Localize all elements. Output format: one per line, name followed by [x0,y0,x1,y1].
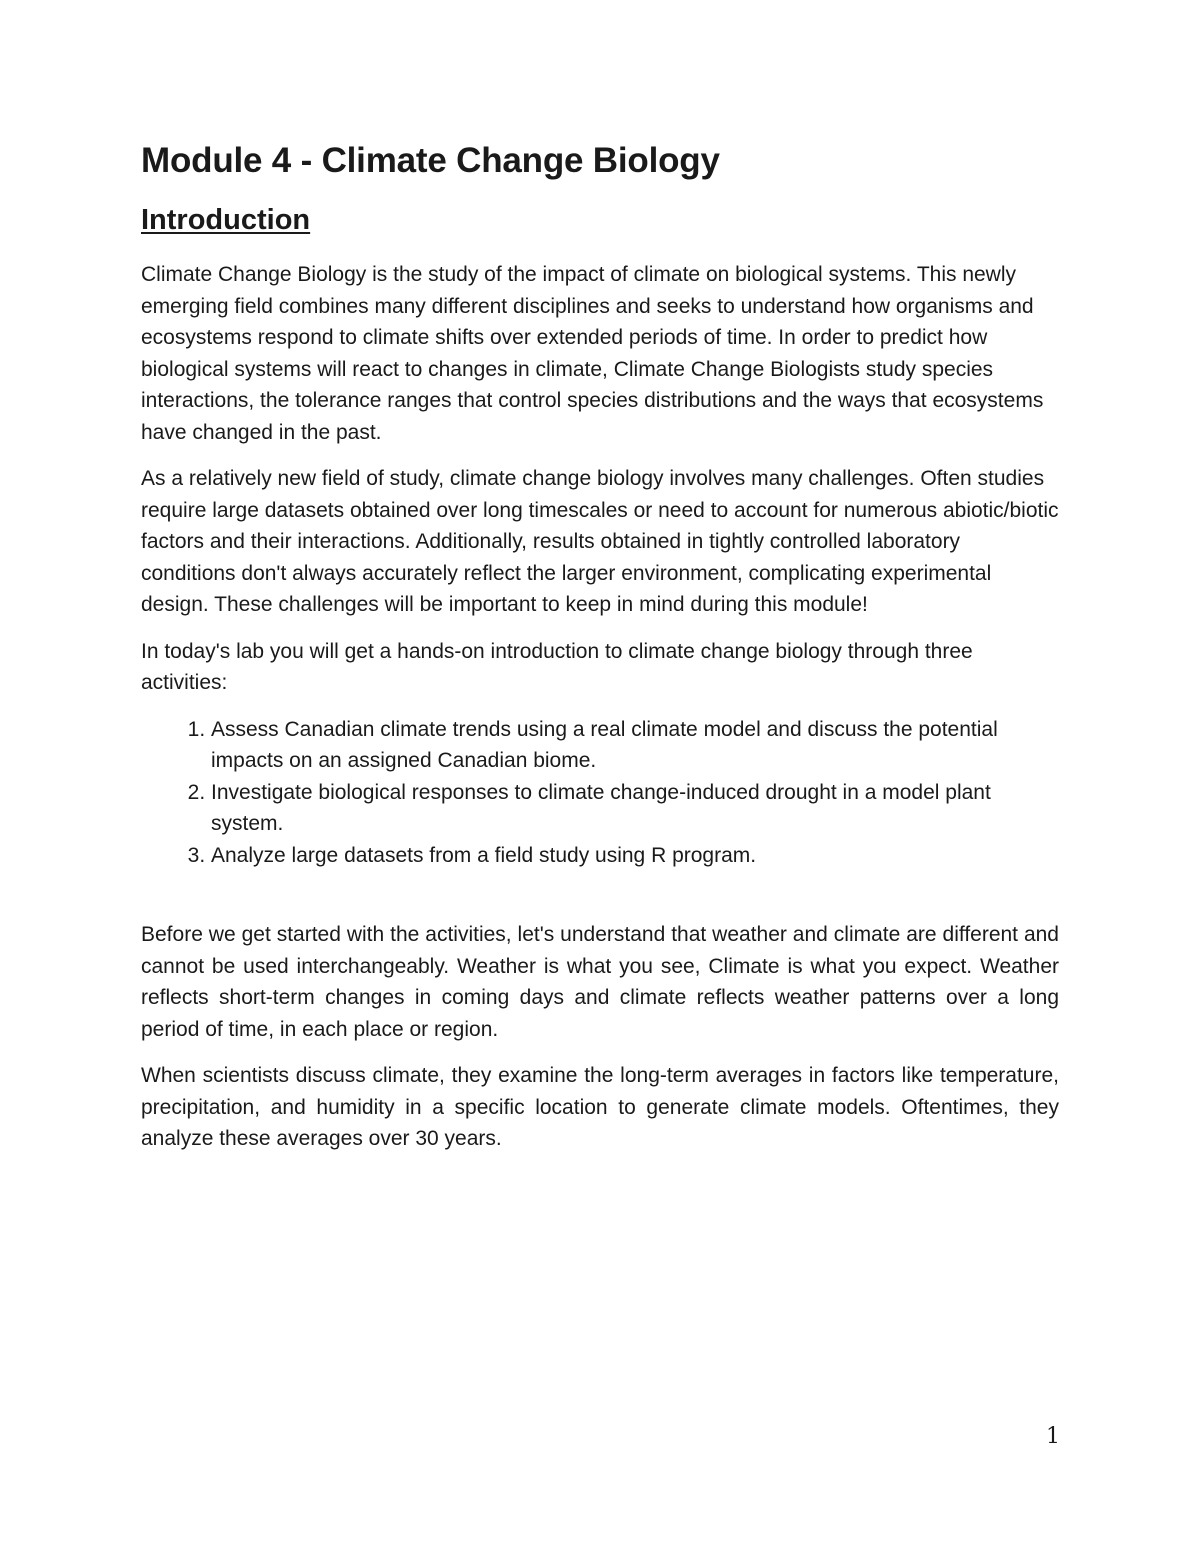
section-heading-introduction: Introduction [141,204,311,236]
intro-paragraph-1: Climate Change Biology is the study of the impact of climate on biological systems. This newly emerging field combines many different disciplines and seeks to understand how organisms and ecosystems respond to climate shifts over extended periods of time. In order to predict how biological systems will react to changes in climate, Climate Change Biologists study species interactions, the tolerance ranges that control species distributions and the ways that ecosystems have changed in the past. [141,263,1044,444]
intro-paragraph-3: In today's lab you will get a hands-on introduction to climate change biology through three activities: [141,639,973,694]
climate-averages-paragraph: When scientists discuss climate, they examine the long-term averages in factors like temperature, precipitation, and humidity in a specific location to generate climate models. Oftentimes, they analyze these averages over 30 years. [141,1064,1059,1150]
activity-item-3: 3. Analyze large datasets from a field study using R program. [211,840,1059,872]
activity-item-1: 1. Assess Canadian climate trends using a real climate model and discuss the potential impacts on an assigned Canadian biome. [211,714,1059,777]
weather-vs-climate-paragraph: Before we get started with the activities, let's understand that weather and climate are different and cannot be used interchangeably. Weather is what you see, Climate is what you expect. Weather reflects short-term changes in coming days and climate reflects weather patterns over a long period of time, in each place or region. [141,923,1059,1041]
intro-paragraph-2: As a relatively new field of study, climate change biology involves many challenges. Often studies require large datasets obtained over long timescales or need to account for numerous abiotic/biotic factors and their interactions. Additionally, results obtained in tightly controlled laboratory conditions don't always accurately reflect the larger environment, complicating experimental design. These challenges will be important to keep in mind during this module! [141,467,1059,616]
page-number: 1 [1046,1424,1060,1449]
activity-item-2: 2. Investigate biological responses to climate change-induced drought in a model plant system. [211,777,1059,840]
activities-list [141,714,1059,872]
document-page [141,138,1059,1155]
document-title: Module 4 - Climate Change Biology [141,141,720,180]
